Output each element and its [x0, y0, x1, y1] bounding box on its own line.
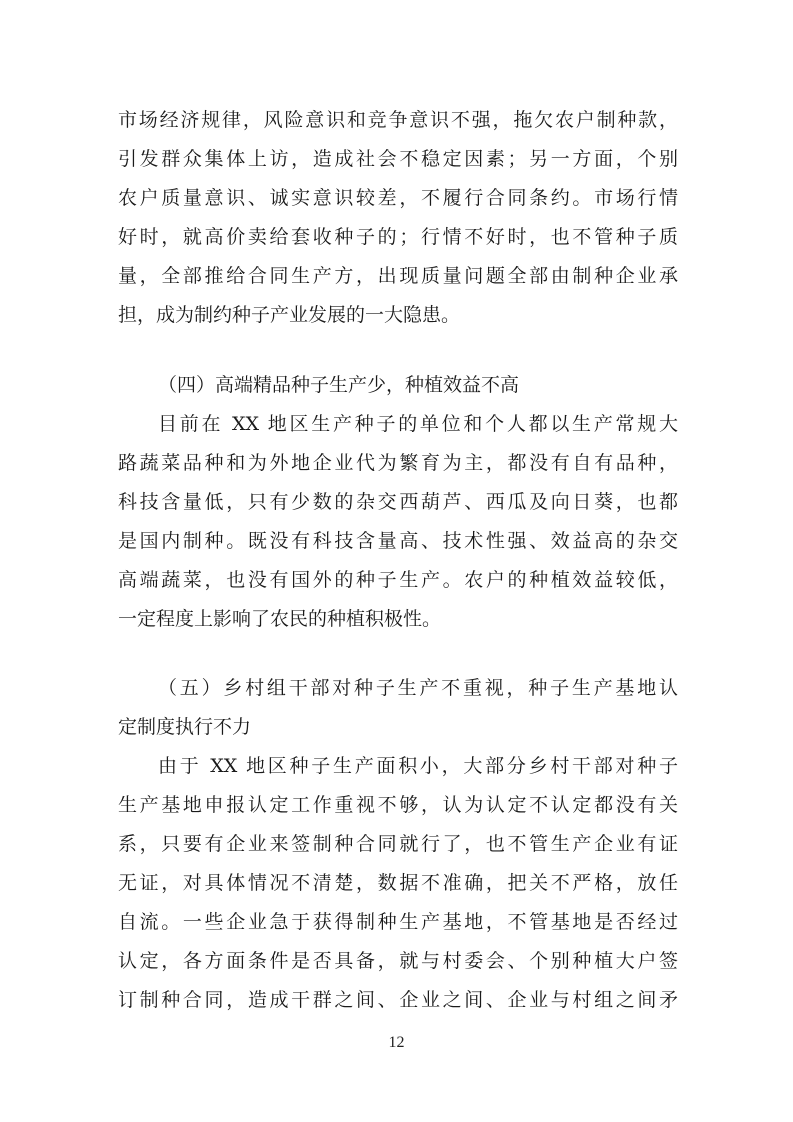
paragraph-line: 目前在 XX 地区生产种子的单位和个人都以生产常规大: [158, 413, 678, 435]
paragraph-line: 是国内制种。既没有科技含量高、技术性强、效益高的杂交: [118, 530, 678, 552]
paragraph-line: 科技含量低，只有少数的杂交西葫芦、西瓜及向日葵，也都: [118, 491, 678, 513]
paragraph-line: 一定程度上影响了农民的种植积极性。: [118, 608, 442, 630]
paragraph-line: 无证，对具体情况不清楚，数据不准确，把关不严格，放任: [118, 872, 678, 894]
paragraph-line: 量，全部推给合同生产方，出现质量问题全部由制种企业承: [118, 265, 678, 287]
paragraph-line: 路蔬菜品种和为外地企业代为繁育为主，都没有自有品种，: [118, 452, 678, 474]
paragraph-line: 引发群众集体上访，造成社会不稳定因素；另一方面，个别: [118, 148, 678, 170]
paragraph-line: 自流。一些企业急于获得制种生产基地，不管基地是否经过: [118, 911, 678, 933]
paragraph-line: 订制种合同，造成干群之间、企业之间、企业与村组之间矛: [118, 989, 678, 1011]
paragraph-line: 认定，各方面条件是否具备，就与村委会、个别种植大户签: [118, 950, 678, 972]
paragraph-line: 高端蔬菜，也没有国外的种子生产。农户的种植效益较低，: [118, 569, 678, 591]
paragraph-line: 市场经济规律，风险意识和竞争意识不强，拖欠农户制种款，: [118, 109, 678, 131]
paragraph-line: 农户质量意识、诚实意识较差，不履行合同条约。市场行情: [118, 187, 678, 209]
paragraph-line: 系，只要有企业来签制种合同就行了，也不管生产企业有证: [118, 833, 678, 855]
paragraph-line: 好时，就高价卖给套收种子的；行情不好时，也不管种子质: [118, 226, 678, 248]
section-heading: （五）乡村组干部对种子生产不重视，种子生产基地认: [158, 677, 678, 699]
paragraph-line: 由于 XX 地区种子生产面积小，大部分乡村干部对种子: [158, 755, 678, 777]
page-number: 12: [388, 1034, 405, 1051]
section-heading: 定制度执行不力: [118, 716, 252, 738]
paragraph-line: 担，成为制约种子产业发展的一大隐患。: [118, 304, 461, 326]
section-heading: （四）高端精品种子生产少，种植效益不高: [158, 374, 520, 396]
paragraph-line: 生产基地申报认定工作重视不够，认为认定不认定都没有关: [118, 794, 678, 816]
